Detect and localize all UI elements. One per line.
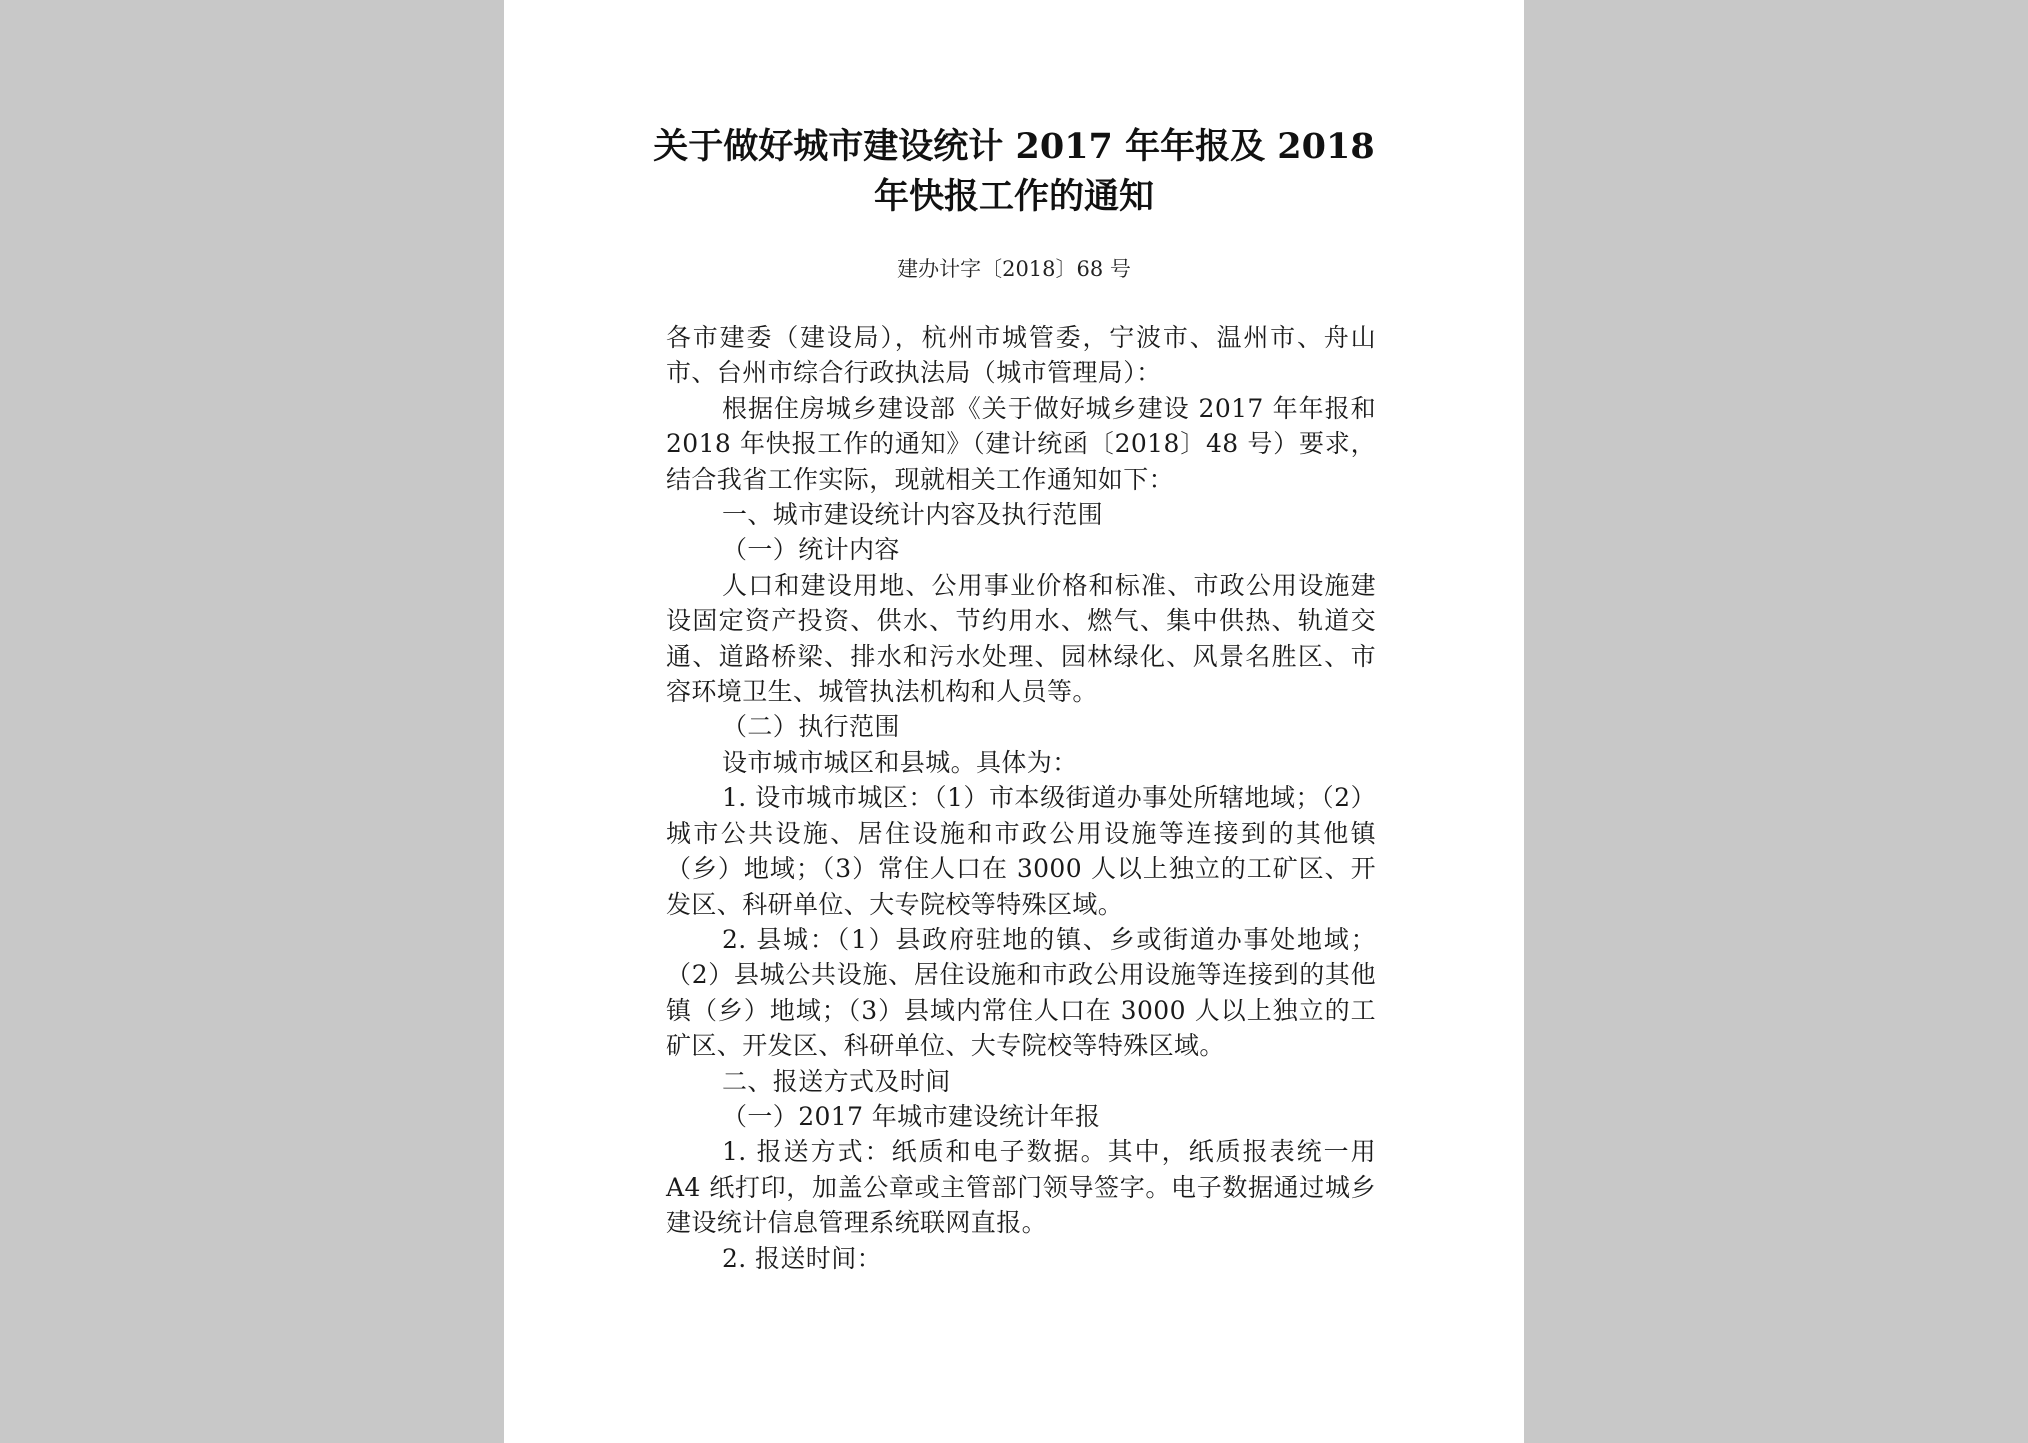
intro-paragraph: 根据住房城乡建设部《关于做好城乡建设 2017 年年报和 2018 年快报工作的通知》（建计统函〔2018〕48 号）要求，结合我省工作实际，现就相关工作通知如下：	[666, 393, 1376, 494]
paragraph-scope-intro: 设市城市城区和县城。具体为：	[722, 747, 1078, 777]
subsection-heading-1-1: （一）统计内容	[722, 535, 900, 565]
paragraph-scope-city: 1. 设市城市城区：（1）市本级街道办事处所辖地域；（2）城市公共设施、居住设施和市政公用设施等连接到的其他镇（乡）地域；（3）常住人口在 3000 人以上独立的工矿区、开发区、科研单位、大专院校等特殊区域。	[666, 783, 1376, 919]
salutation: 各市建委（建设局），杭州市城管委，宁波市、温州市、舟山市、台州市综合行政执法局（城市管理局）：	[666, 323, 1376, 388]
title-line-1: 关于做好城市建设统计 2017 年年报及 2018	[653, 126, 1375, 167]
section-heading-1: 一、城市建设统计内容及执行范围	[722, 500, 1104, 530]
document-page	[504, 0, 1524, 1443]
subsection-heading-1-2: （二）执行范围	[722, 712, 900, 742]
paragraph-submission-time: 2. 报送时间：	[722, 1243, 882, 1273]
document-number: 建办计字〔2018〕68 号	[897, 257, 1131, 281]
document-body	[666, 320, 1376, 1276]
paragraph-submission-method: 1. 报送方式：纸质和电子数据。其中，纸质报表统一用 A4 纸打印，加盖公章或主管部门领导签字。电子数据通过城乡建设统计信息管理系统联网直报。	[666, 1137, 1376, 1238]
paragraph-statistics-content: 人口和建设用地、公用事业价格和标准、市政公用设施建设固定资产投资、供水、节约用水、燃气、集中供热、轨道交通、道路桥梁、排水和污水处理、园林绿化、风景名胜区、市容环境卫生、城管执法机构和人员等。	[666, 570, 1376, 707]
paragraph-scope-county: 2. 县城：（1）县政府驻地的镇、乡或街道办事处地域；（2）县城公共设施、居住设施和市政公用设施等连接到的其他镇（乡）地域；（3）县域内常住人口在 3000 人以上独立的工矿区、开发区、科研单位、大专院校等特殊区域。	[666, 924, 1376, 1061]
subsection-heading-2-1: （一）2017 年城市建设统计年报	[722, 1101, 1101, 1131]
title-line-2: 年快报工作的通知	[873, 176, 1154, 217]
section-heading-2: 二、报送方式及时间	[722, 1066, 951, 1096]
document-title	[504, 122, 1524, 222]
